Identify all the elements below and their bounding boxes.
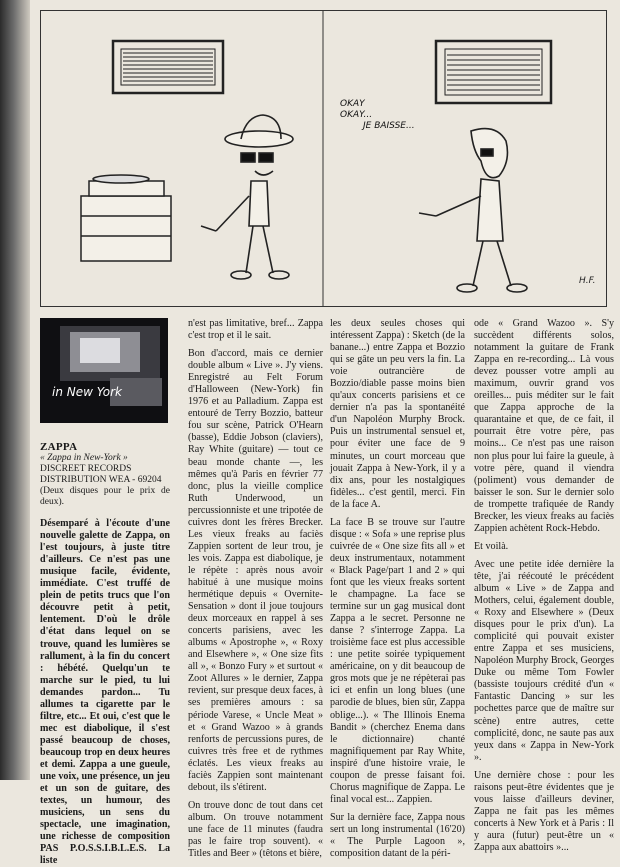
speech-text <box>340 99 415 131</box>
bubble-line-2: OKAY... <box>340 110 373 120</box>
comic-illustration <box>41 11 606 306</box>
bubble-line-1: OKAY <box>340 99 365 109</box>
album-note: (Deux disques pour le prix de deux). <box>40 486 170 508</box>
paragraph: Désemparé à l'écoute d'une nouvelle galette de Zappa, on l'est toujours, à juste titre d'ailleurs. Ce n'est pas une musique facile, évidente, immédiate. C'est truffé de plein de petits trucs que l'on découvre petit à petit, lentement. D'où le drôle d'état dans lequel on se trouve, quand les lumières se rallument, à la fin du concert : hébété. Quelqu'un te marche sur le pied, tu lui demandes pardon... Tu allumes ta cigarette par le filtre, etc... Et oui, c'est que le mec est diabolique, il s'est passé beaucoup de choses, beaucoup trop en deux heures et demi. Zappa a une gueule, une voix, une présence, un jeu et un son de guitare, des textes, un humour, des musiciens, un sens du spectacle, une imagination, une richesse de composition PAS P.O.S.S.I.B.L.E.S. La liste <box>40 518 170 867</box>
column-3 <box>330 318 465 860</box>
album-title: « Zappa in New-York » <box>40 453 128 464</box>
album-artist: ZAPPA <box>40 441 78 453</box>
album-distribution: DISTRIBUTION WEA - 69204 <box>40 475 162 486</box>
magazine-page <box>30 0 620 867</box>
paragraph: On trouve donc de tout dans cet album. On trouve notamment une face de 11 minutes (faudra pas le faire trop souvent). « Titles and Beer » (têtons et bière, <box>188 799 323 860</box>
paragraph: les deux seules choses qui intéressent Zappa) : Sketch (de la banane...) entre Zappa et Bozzio qui se gâte un peu vers la fin. La voie outrancière de Bozzio/diable passe moins bien qu'aux concerts parisiens et ce dernier n'a pas la spontanéité d'un Napoléon Murphy Brock. Puis un instrumental sensuel et, pour éviter une face de 9 minutes, un court morceau que jouait Zappa à New-York, il y a dix ans, pour les nostalgiques fidèles... c'est gentil, merci. Fin de la face A. <box>330 318 465 510</box>
album-info <box>40 453 170 508</box>
album-cover-photo <box>40 318 168 423</box>
album-label: DISCREET RECORDS <box>40 464 132 475</box>
right-window <box>436 41 551 103</box>
paragraph: Avec une petite idée dernière la tête, j'ai réécouté le précédent album « Live » de Zappa and Mothers, celui, également double, « Roxy and Elsewhere » (Deux disques pour le prix d'un). La complicité qui pouvait exister entre Zappa et ses musiciens, Napoléon Murphy Brock, Georges Duke ou même Tom Fowler (bassiste toujours crédité d'un « Fantastic Dancing » sur les pochettes parce que de maître sur scène) entre autres, cette complicité, donc, ne saute pas aux yeux dans « Zappa in New-York ». <box>474 558 614 763</box>
paragraph: Et voilà. <box>474 540 509 552</box>
column-2 <box>188 318 323 860</box>
paragraph: ode « Grand Wazoo ». S'y succèdent différents solos, notamment la guitare de Frank Zappa en re-recording... Là vous devez pousser votre ampli au maximum, ouvrir grand vos oreilles... puis méditer sur le fait que Zappa approche de la quarantaine et que, de ce fait, il pourrait être votre père, pas moins... Ce n'est pas une raison non plus pour lui faire la gueule, à votre père, quand il viendra (poliment) vous demander de baisser le son. Sur le dernier solo de trompette trafiquée de Randy Brecker, les vieux freaks au faciès Zappien achètent Rock-Hebdo. <box>474 318 614 534</box>
bubble-line-3: JE BAISSE... <box>363 121 415 131</box>
comic-strip <box>40 10 607 307</box>
left-window <box>113 41 223 93</box>
magazine-spine <box>0 0 30 780</box>
stereo-unit <box>81 175 171 261</box>
column-4 <box>474 318 614 853</box>
character-with-sunglasses <box>201 115 293 279</box>
column-1 <box>40 318 170 867</box>
paragraph: Sur la dernière face, Zappa nous sert un long instrumental (16'20) « The Purple Lagoon », composition datant de la péri- <box>330 811 465 860</box>
paragraph: n'est pas limitative, bref... Zappa c'est trop et il le sait. <box>188 318 323 342</box>
character-pointing <box>419 129 527 292</box>
paragraph: La face B se trouve sur l'autre disque : « Sofa » une reprise plus cuivrée de « One size fits all » et deux instrumentaux, notamment « Black Page/part 1 and 2 » qui font que les vieux freaks sortent le champagne. La face se termine sur un gag musical dont Zappa a le secret. Personne ne danse ? s'interroge Zappa. La troisième face est plus accessible : une petite soirée typiquement américaine, on y dit beaucoup de gros mots que je ne répèterai pas ici et enfin un long blues (une parodie de blues, bien sûr, Zappa oblige...). « The Illinois Enema Bandit » (cherchez Enema dans le dictionnaire) chanté magnifiquement par Ray White, inspiré d'une histoire vraie, le coupon de presse faisant foi. Chorus magnifique de Zappa. Le final vocal est... Zappien. <box>330 516 465 805</box>
artist-signature: H.F. <box>579 276 596 286</box>
cover-text: in New York <box>52 385 122 399</box>
paragraph: Une dernière chose : pour les raisons peut-être évidentes que je vous laisse d'ailleurs deviner, Zappa ne fait pas les mêmes concerts à New York et à Paris : Il y aura (futur) peut-être un « Zappa aux abattoirs »... <box>474 769 614 853</box>
column-1-text <box>40 518 170 867</box>
paragraph: Bon d'accord, mais ce dernier double album « Live ». J'y viens. Enregistré au Felt Forum d'Halloween (New-York) fin 1976 et au Palladium. Zappa est entouré de Terry Bozzio, batteur fou sur scène, Patrick O'Hearn (basse), Eddie Jobson (claviers), Ray White (guitare) — tout ce beau monde chante —, les mêmes qu'à Paris en février 77 donc, plus la vieille complice Ruth Underwood, un percussionniste et une tripotée de cuivres dont les frères Brecker. Les vieux freaks au faciès Zappien sortent de leur trou, je les vois. Zappa est diabolique, je le répète : après nous avoir habitué à une musique moins hermétique depuis « Overnite-Sensation » dont il joue toujours deux morceaux en rappel à ses concerts parisiens, avec les albums « Apostrophe », « Roxy and Elsewhere », « One size fits all », « Bonzo Fury » et surtout « Zoot Allures » le dernier, Zappa revient, sur presque deux faces, à ses premières amours : sa période Varese, « Uncle Meat » et « Grand Wazoo » à grands renforts de percussions pures, de cuivres très free et de rythmes éclatés. Les vieux freaks au faciès Zappien sont maintenant debout, ils s'étirent. <box>188 348 323 793</box>
